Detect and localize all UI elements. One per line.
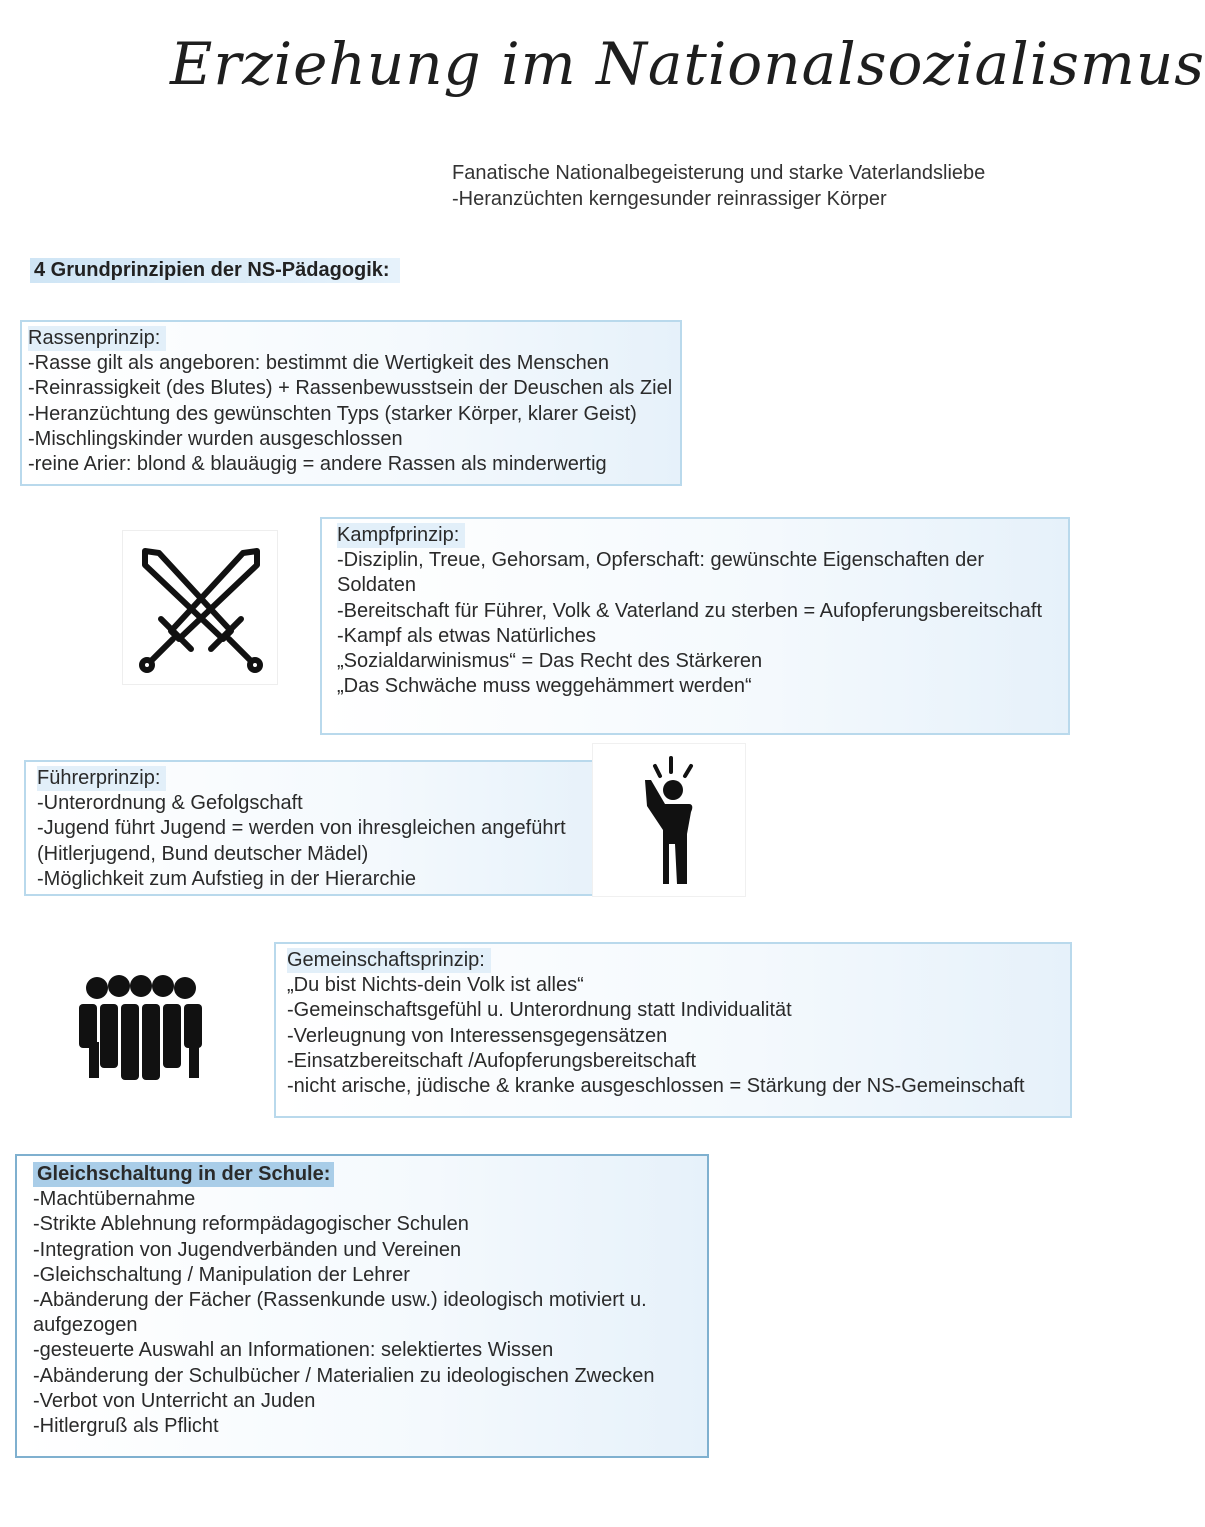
list-item: -Disziplin, Treue, Gehorsam, Opferschaft: gewünschte Eigenschaften der <box>337 549 984 572</box>
kampf-heading: Kampfprinzip: <box>337 523 465 548</box>
list-item: -Reinrassigkeit (des Blutes) + Rassenbewusstsein der Deuschen als Ziel <box>28 377 673 400</box>
subtitle-line: -Heranzüchten kerngesunder reinrassiger Körper <box>452 188 887 210</box>
list-item: -Rasse gilt als angeboren: bestimmt die Wertigkeit des Menschen <box>28 352 610 375</box>
list-item: -gesteuerte Auswahl an Informationen: selektiertes Wissen <box>33 1339 554 1362</box>
list-item: -reine Arier: blond & blauäugig = andere Rassen als minderwertig <box>28 453 607 476</box>
rassen-heading: Rassenprinzip: <box>28 326 166 351</box>
fuehrer-box <box>24 760 616 896</box>
fuehrer-heading: Führerprinzip: <box>37 766 166 791</box>
kampf-box <box>320 517 1070 735</box>
list-item: (Hitlerjugend, Bund deutscher Mädel) <box>37 842 369 865</box>
list-item: -Strikte Ablehnung reformpädagogischer Schulen <box>33 1213 469 1236</box>
list-item: -Hitlergruß als Pflicht <box>33 1415 219 1438</box>
crossed-swords-icon <box>122 530 278 685</box>
list-item: -Mischlingskinder wurden ausgeschlossen <box>28 427 403 450</box>
page-title: Erziehung im Nationalsozialismus <box>170 30 1205 98</box>
list-item: -Abänderung der Fächer (Rassenkunde usw.) ideologisch motiviert u. aufgezogen <box>33 1289 647 1337</box>
list-item: -nicht arische, jüdische & kranke ausgeschlossen = Stärkung der NS-Gemeinschaft <box>287 1075 1025 1098</box>
gemeinschaft-box <box>274 942 1072 1118</box>
gemeinschaft-heading: Gemeinschaftsprinzip: <box>287 948 491 973</box>
list-item: -Unterordnung & Gefolgschaft <box>37 792 303 815</box>
list-item: -Einsatzbereitschaft /Aufopferungsbereitschaft <box>287 1049 697 1072</box>
schule-box <box>15 1154 709 1458</box>
list-item: „Das Schwäche muss weggehämmert werden“ <box>337 675 752 698</box>
list-item: -Jugend führt Jugend = werden von ihresgleichen angeführt <box>37 817 566 840</box>
section-heading: 4 Grundprinzipien der NS-Pädagogik: <box>30 258 400 283</box>
list-item: -Bereitschaft für Führer, Volk & Vaterland zu sterben = Aufopferungsbereitschaft <box>337 599 1043 622</box>
list-item: -Integration von Jugendverbänden und Vereinen <box>33 1238 462 1261</box>
list-item: -Möglichkeit zum Aufstieg in der Hierarchie <box>37 867 417 890</box>
schule-heading: Gleichschaltung in der Schule: <box>33 1162 334 1187</box>
list-item: -Machtübernahme <box>33 1188 196 1211</box>
list-item: -Verleugnung von Interessensgegensätzen <box>287 1024 668 1047</box>
subtitle <box>452 160 985 212</box>
list-item: -Heranzüchtung des gewünschten Typs (starker Körper, klarer Geist) <box>28 402 637 425</box>
subtitle-line: Fanatische Nationalbegeisterung und starke Vaterlandsliebe <box>452 162 986 184</box>
list-item: Soldaten <box>337 574 416 597</box>
list-item: „Du bist Nichts-dein Volk ist alles“ <box>287 974 584 997</box>
rassen-box <box>20 320 682 486</box>
list-item: -Gleichschaltung / Manipulation der Lehrer <box>33 1263 410 1286</box>
crowd-icon <box>15 950 260 1102</box>
list-item: -Verbot von Unterricht an Juden <box>33 1389 316 1412</box>
list-item: „Sozialdarwinismus“ = Das Recht des Stärkeren <box>337 650 763 673</box>
list-item: -Abänderung der Schulbücher / Materialien zu ideologischen Zwecken <box>33 1364 655 1387</box>
list-item: -Gemeinschaftsgefühl u. Unterordnung statt Individualität <box>287 999 792 1022</box>
list-item: -Kampf als etwas Natürliches <box>337 624 596 647</box>
leader-person-icon <box>592 743 746 897</box>
